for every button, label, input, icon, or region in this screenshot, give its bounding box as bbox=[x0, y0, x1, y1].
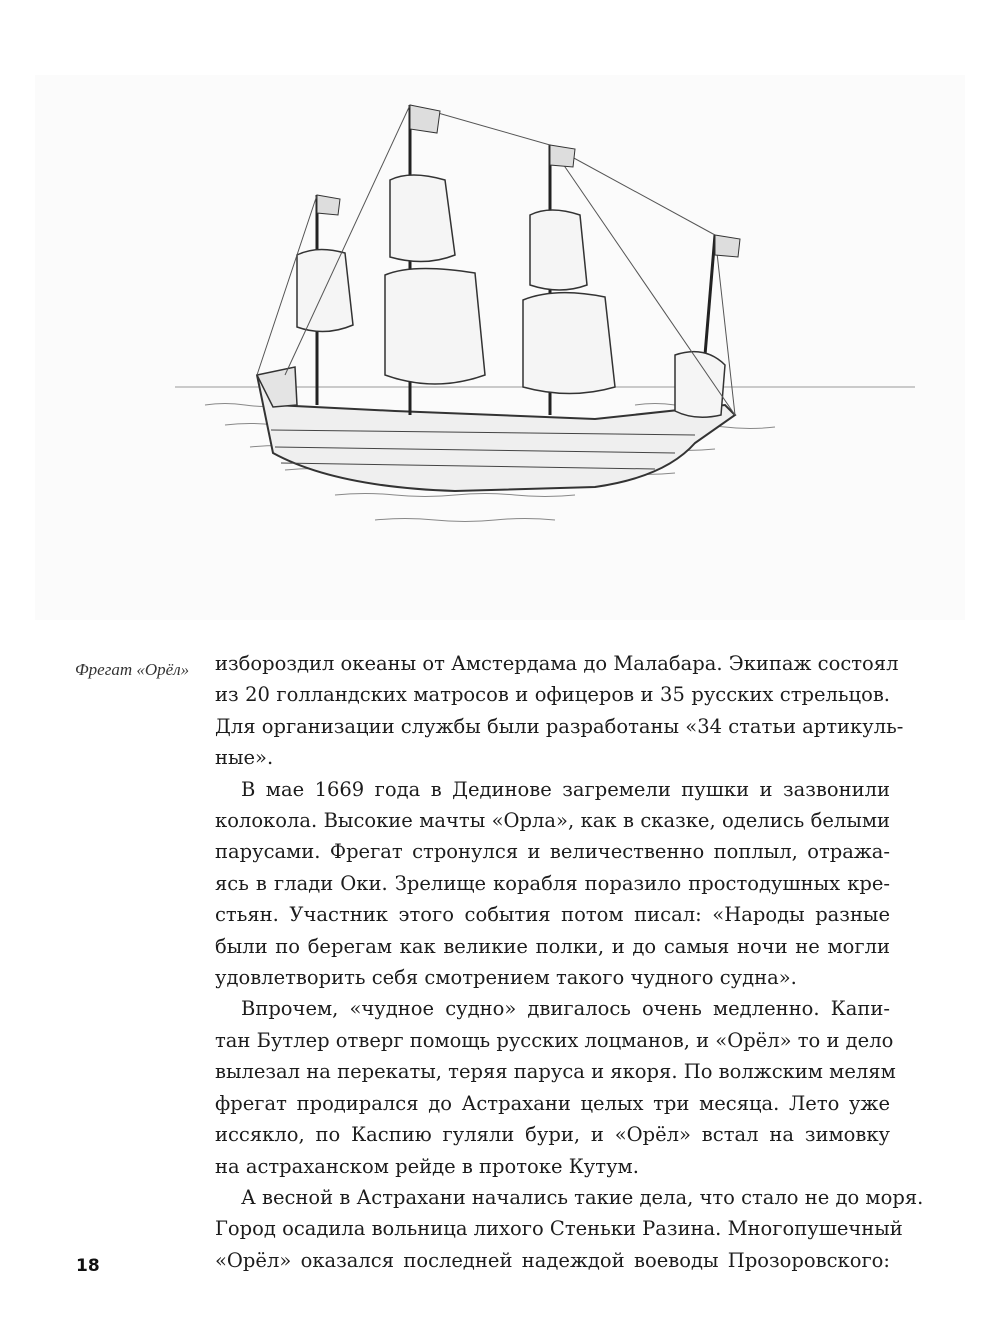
text-line: Для организации службы были разработаны «34 статьи артикуль- bbox=[215, 714, 904, 738]
text-line: парусами. Фрегат стронулся и величественно поплыл, отража- bbox=[215, 840, 890, 864]
text-line: А весной в Астрахани начались такие дела, что стало не до моря. bbox=[241, 1185, 924, 1209]
body-text bbox=[215, 648, 924, 1276]
figure-caption: Фрегат «Орёл» bbox=[75, 660, 190, 679]
text-line: удовлетворить себя смотрением такого чудного судна». bbox=[215, 966, 797, 990]
text-line: стьян. Участник этого события потом писал: «Народы разные bbox=[215, 903, 890, 927]
text-line: Город осадила вольница лихого Стеньки Разина. Многопушечный bbox=[215, 1217, 903, 1241]
text-line: иссякло, по Каспию гуляли бури, и «Орёл» встал на зимовку bbox=[215, 1123, 890, 1147]
text-line: «Орёл» оказался последней надеждой воеводы Прозоровского: bbox=[215, 1248, 890, 1272]
text-line: В мае 1669 года в Дединове загремели пушки и зазвонили bbox=[241, 777, 890, 801]
text-line: ясь в глади Оки. Зрелище корабля поразило простодушных кре- bbox=[215, 871, 890, 895]
text-line: тан Бутлер отверг помощь русских лоцманов, и «Орёл» то и дело bbox=[215, 1028, 894, 1052]
text-line: вылезал на перекаты, теряя паруса и якоря. По волжским мелям bbox=[215, 1060, 896, 1084]
page-number: 18 bbox=[76, 1256, 100, 1276]
text-line: фрегат продирался до Астрахани целых три месяца. Лето уже bbox=[215, 1091, 890, 1115]
text-line: на астраханском рейде в протоке Кутум. bbox=[215, 1154, 639, 1178]
ship-illustration bbox=[35, 75, 965, 620]
text-line: ные». bbox=[215, 746, 274, 770]
sailing-ship-icon bbox=[35, 75, 965, 620]
text-line: Впрочем, «чудное судно» двигалось очень медленно. Капи- bbox=[241, 997, 890, 1021]
text-line: из 20 голландских матросов и офицеров и 35 русских стрельцов. bbox=[215, 683, 890, 707]
text-line: избороздил океаны от Амстердама до Малабара. Экипаж состоял bbox=[215, 652, 899, 675]
text-line: колокола. Высокие мачты «Орла», как в сказке, оделись белыми bbox=[215, 809, 890, 833]
text-line: были по берегам как великие полки, и до самыя ночи не могли bbox=[215, 934, 890, 958]
